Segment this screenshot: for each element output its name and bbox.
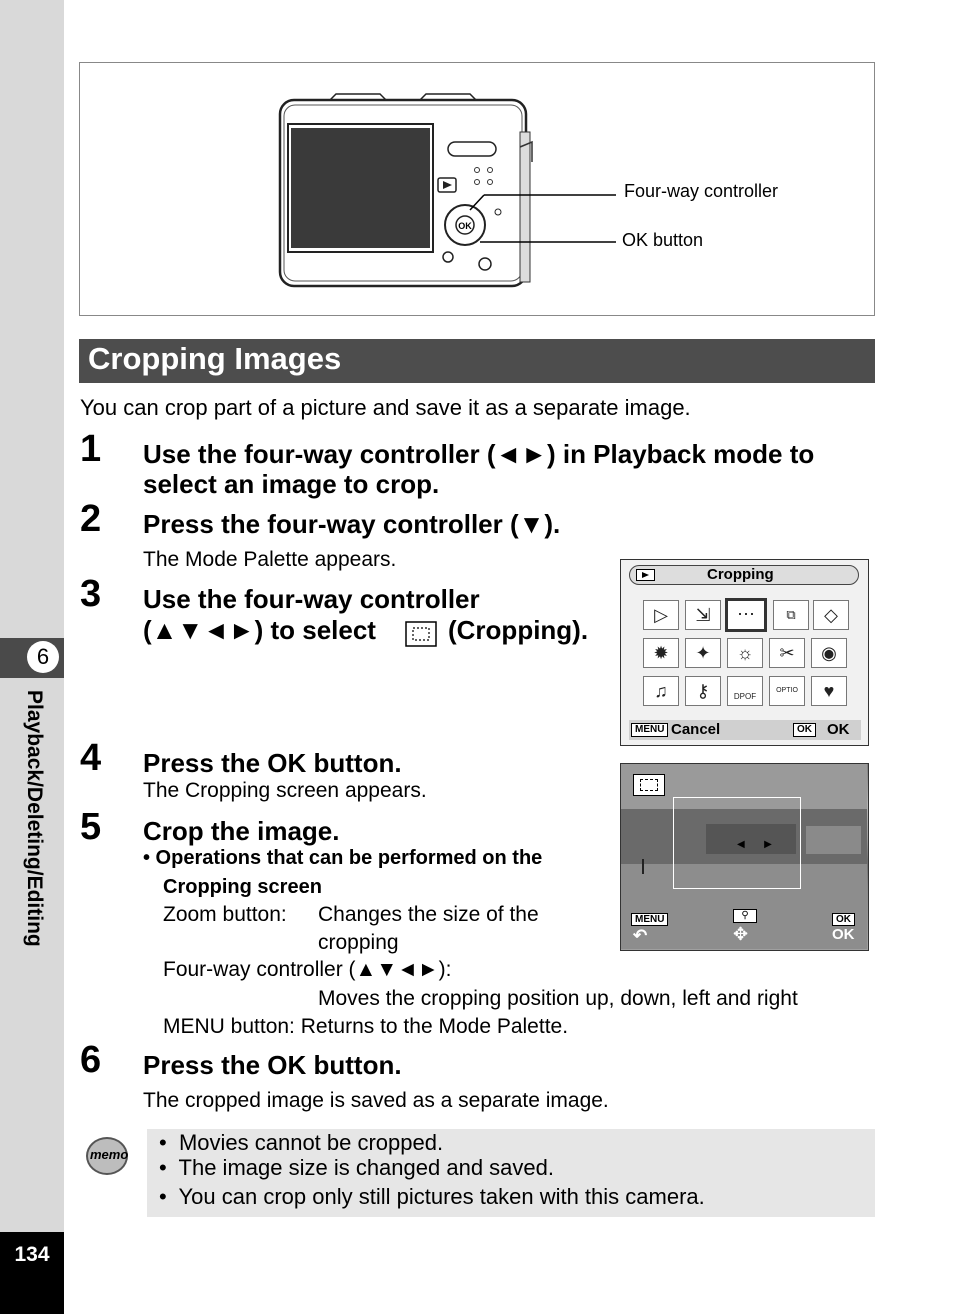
- memo-item: • You can crop only still pictures taken with this camera.: [159, 1184, 705, 1209]
- step-6-body: The cropped image is saved as a separate image.: [143, 1089, 609, 1112]
- return-icon: ↶: [633, 926, 648, 945]
- step-1-number: 1: [80, 428, 102, 470]
- chapter-number: 6: [27, 641, 59, 673]
- crop-ok-label: OK: [832, 926, 855, 943]
- step-2-number: 2: [80, 498, 102, 540]
- mode-palette-screen: [620, 559, 869, 746]
- memo-item: • Movies cannot be cropped.: [159, 1130, 444, 1155]
- filter-icon: ✹: [643, 638, 679, 668]
- crop-arrows-icon: ◀ ▶: [737, 839, 772, 850]
- step-1-heading-line2: select an image to crop.: [143, 469, 440, 499]
- frame-composite-icon: ✂: [769, 638, 805, 668]
- cropping-icon: [405, 621, 437, 647]
- zoom-icon: ⚲: [733, 909, 757, 923]
- crop-menu-badge: MENU: [631, 909, 668, 927]
- memo-item: • The image size is changed and saved.: [159, 1155, 554, 1180]
- voice-memo-icon: ♫: [643, 676, 679, 706]
- brightness-icon: ☼: [727, 638, 763, 668]
- chapter-label: Playback/Deleting/Editing: [23, 690, 46, 947]
- red-eye-icon: ◉: [811, 638, 847, 668]
- step-4-heading: Press the OK button.: [143, 748, 402, 778]
- step-5-number: 5: [80, 806, 102, 848]
- step-1-heading-line1: Use the four-way controller (◄►) in Playback mode to: [143, 439, 815, 469]
- step-2-body: The Mode Palette appears.: [143, 548, 397, 571]
- effect-icon: ✦: [685, 638, 721, 668]
- slideshow-icon: ▷: [643, 600, 679, 630]
- cropping-selected-icon: ⋯: [725, 598, 767, 632]
- step-5-bullet-line1: • Operations that can be performed on the: [143, 847, 543, 869]
- dpof-icon: DPOF: [727, 676, 763, 706]
- start-up-screen-icon: OPTIO: [769, 676, 805, 706]
- ok-label: OK: [827, 721, 850, 738]
- step-4-number: 4: [80, 737, 102, 779]
- crop-ok-badge: OK: [832, 909, 855, 927]
- step-2-heading: Press the four-way controller (▼).: [143, 509, 561, 539]
- zoom-button-desc-line1: Changes the size of the: [318, 903, 539, 926]
- page-number: 134: [14, 1243, 50, 1266]
- menu-button-line: MENU button: Returns to the Mode Palette.: [163, 1015, 569, 1038]
- step-3-number: 3: [80, 573, 102, 615]
- protect-icon: ⚷: [685, 676, 721, 706]
- playback-icon: [636, 569, 656, 582]
- ok-key-badge: OK: [793, 723, 816, 737]
- zoom-button-label: Zoom button:: [163, 903, 287, 926]
- step-3-heading-line2-post: (Cropping).: [448, 615, 589, 645]
- step-6-number: 6: [80, 1039, 102, 1081]
- four-way-label: Four-way controller (▲▼◄►):: [163, 958, 452, 981]
- step-5-bullet-line2: Cropping screen: [163, 876, 322, 898]
- step-5-heading: Crop the image.: [143, 816, 340, 846]
- favorites-icon: ♥: [811, 676, 847, 706]
- step-3-heading-line1: Use the four-way controller: [143, 584, 480, 614]
- crop-mode-icon: [633, 774, 665, 796]
- step-4-body: The Cropping screen appears.: [143, 779, 427, 802]
- resize-icon: ⇲: [685, 600, 721, 630]
- four-way-icon: ✥: [733, 924, 749, 944]
- step-3-heading-line2-pre: (▲▼◄►) to select: [143, 615, 376, 645]
- memo-icon: memo: [82, 1133, 130, 1177]
- cancel-label: Cancel: [671, 721, 721, 738]
- camera-ok-label: OK: [458, 221, 472, 231]
- image-copy-icon: ⧉: [773, 600, 809, 630]
- four-way-desc: Moves the cropping position up, down, left and right: [318, 987, 798, 1010]
- cropping-screen: [620, 763, 869, 951]
- rotate-icon: ◇: [813, 600, 849, 630]
- zoom-button-desc-line2: cropping: [318, 931, 399, 954]
- section-title: Cropping Images: [88, 341, 342, 376]
- callout-ok-button: OK button: [622, 230, 704, 250]
- menu-key-badge: MENU: [631, 723, 668, 737]
- palette-title: Cropping: [707, 566, 774, 583]
- callout-four-way-controller: Four-way controller: [624, 181, 779, 201]
- intro-text: You can crop part of a picture and save it as a separate image.: [80, 395, 691, 420]
- step-6-heading: Press the OK button.: [143, 1050, 402, 1080]
